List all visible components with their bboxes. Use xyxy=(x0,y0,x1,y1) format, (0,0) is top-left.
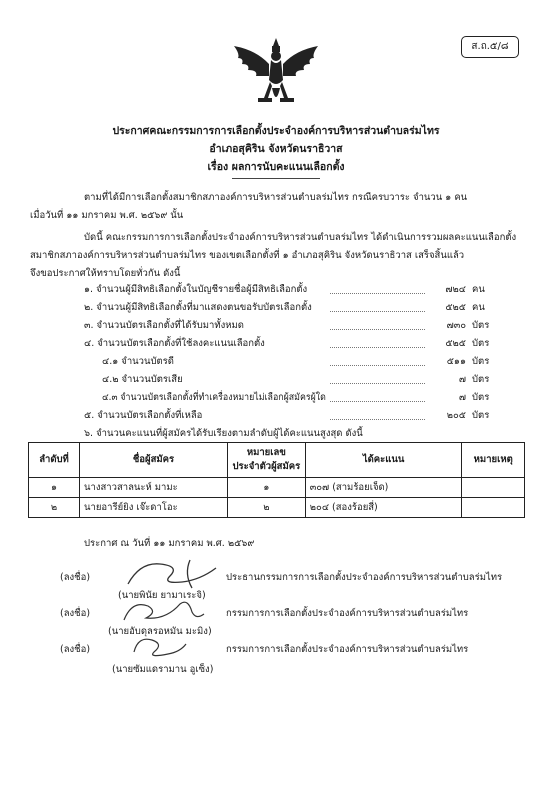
table-row xyxy=(29,478,525,498)
col-number-line-1: หมายเลข xyxy=(246,447,286,458)
signature-1-label: (ลงชื่อ) xyxy=(60,572,91,583)
item-8-value: ๒๐๕ xyxy=(446,410,466,421)
header-divider xyxy=(232,178,320,179)
cell-rank: ๒ xyxy=(29,498,80,518)
item-8-label: ๕. จำนวนบัตรเลือกตั้งที่เหลือ xyxy=(84,410,203,421)
item-5-leader xyxy=(330,365,425,366)
signature-3-name: (นายซัมแดรามาน อูเซ็ง) xyxy=(112,664,214,675)
item-4-label: ๔. จำนวนบัตรเลือกตั้งที่ใช้ลงคะแนนเลือกตั้ง xyxy=(84,338,265,349)
item-8-leader xyxy=(330,419,425,420)
item-6-label: ๖. จำนวนคะแนนที่ผู้สมัครได้รับเรียงตามลำดับผู้ได้คะแนนสูงสุด ดังนี้ xyxy=(84,428,363,439)
item-6-leader xyxy=(330,383,425,384)
item-7-leader xyxy=(330,401,425,402)
item-1-leader xyxy=(330,293,425,294)
item-4-value: ๕๒๕ xyxy=(445,338,466,349)
col-number-line-2: ประจำตัวผู้สมัคร xyxy=(232,461,301,472)
paragraph-1-line-2: เมื่อวันที่ ๑๑ มกราคม พ.ศ. ๒๕๖๙ นั้น xyxy=(30,210,184,221)
item-7-label: ๔.๓ จำนวนบัตรเลือกตั้งที่ทำเครื่องหมายไม่เลือกผู้สมัครผู้ใด xyxy=(102,392,326,403)
paragraph-2-line-3: จึงขอประกาศให้ทราบโดยทั่วกัน ดังนี้ xyxy=(30,268,181,279)
col-score: ได้คะแนน xyxy=(305,443,462,478)
cell-candidate-name: นายอารีย์ยิง เจ๊ะดาโอะ xyxy=(80,498,228,518)
header-subject: เรื่อง ผลการนับคะแนนเลือกตั้ง xyxy=(207,161,345,173)
item-1-label: ๑. จำนวนผู้มีสิทธิเลือกตั้งในบัญชีรายชื่อผู้มีสิทธิเลือกตั้ง xyxy=(84,284,308,295)
item-4-unit: บัตร xyxy=(472,338,490,349)
item-6-label: ๔.๒ จำนวนบัตรเสีย xyxy=(102,374,183,385)
signature-1-name: (นายพินัย ยามาเระจิ) xyxy=(118,590,206,601)
paragraph-2-line-2: สมาชิกสภาองค์การบริหารส่วนตำบลร่มไทร ของเขตเลือกตั้งที่ ๑ อำเภอสุคิริน จังหวัดนราธิวาส เสร็จสิ้นแล้ว xyxy=(30,250,465,261)
results-table xyxy=(28,442,525,518)
header-district: อำเภอสุคิริน จังหวัดนราธิวาส xyxy=(209,143,343,155)
item-3-label: ๓. จำนวนบัตรเลือกตั้งที่ได้รับมาทั้งหมด xyxy=(84,320,244,331)
item-3-unit: บัตร xyxy=(472,320,490,331)
paragraph-1-line-1: ตามที่ได้มีการเลือกตั้งสมาชิกสภาองค์การบริหารส่วนตำบลร่มไทร กรณีครบวาระ จำนวน ๑ คน xyxy=(84,192,468,203)
signature-2-label: (ลงชื่อ) xyxy=(60,608,91,619)
cell-score: ๓๐๗ (สามร้อยเจ็ด) xyxy=(305,478,462,498)
item-4-leader xyxy=(330,347,425,348)
item-2-leader xyxy=(330,311,425,312)
col-rank: ลำดับที่ xyxy=(29,443,80,478)
signature-3-mark-icon xyxy=(124,630,194,662)
announce-date: ประกาศ ณ วันที่ ๑๑ มกราคม พ.ศ. ๒๕๖๙ xyxy=(84,538,255,549)
item-2-unit: คน xyxy=(472,302,485,313)
signature-2-role: กรรมการการเลือกตั้งประจำองค์การบริหารส่วนตำบลร่มไทร xyxy=(226,608,469,619)
item-7-value: ๗ xyxy=(458,392,466,403)
garuda-emblem-icon xyxy=(228,36,324,112)
header-title: ประกาศคณะกรรมการการเลือกตั้งประจำองค์การบริหารส่วนตำบลร่มไทร xyxy=(112,125,440,137)
item-5-label: ๔.๑ จำนวนบัตรดี xyxy=(102,356,174,367)
item-6-value: ๗ xyxy=(458,374,466,385)
signature-3-role: กรรมการการเลือกตั้งประจำองค์การบริหารส่วนตำบลร่มไทร xyxy=(226,644,469,655)
item-1-unit: คน xyxy=(472,284,485,295)
item-8-unit: บัตร xyxy=(472,410,490,421)
table-row xyxy=(29,498,525,518)
cell-candidate-number: ๑ xyxy=(227,478,305,498)
item-2-value: ๕๒๕ xyxy=(445,302,466,313)
signature-3-label: (ลงชื่อ) xyxy=(60,644,91,655)
cell-score: ๒๐๔ (สองร้อยสี่) xyxy=(305,498,462,518)
paragraph-2-line-1: บัดนี้ คณะกรรมการการเลือกตั้งประจำองค์การบริหารส่วนตำบลร่มไทร ได้ดำเนินการรวมผลคะแนนเลือกตั้ง xyxy=(84,232,517,243)
item-3-value: ๗๓๐ xyxy=(446,320,466,331)
col-candidate-number xyxy=(227,443,305,478)
col-note: หมายเหตุ xyxy=(462,443,525,478)
cell-note xyxy=(462,498,525,518)
signature-1-mark-icon xyxy=(120,554,230,592)
signature-1-role: ประธานกรรมการการเลือกตั้งประจำองค์การบริหารส่วนตำบลร่มไทร xyxy=(226,572,503,583)
item-2-label: ๒. จำนวนผู้มีสิทธิเลือกตั้งที่มาแสดงตนขอรับบัตรเลือกตั้ง xyxy=(84,302,312,313)
form-code-box: ส.ถ.๕/๘ xyxy=(461,36,519,58)
item-7-unit: บัตร xyxy=(472,392,490,403)
cell-candidate-name: นางสาวสาลนะห์ มามะ xyxy=(80,478,228,498)
cell-candidate-number: ๒ xyxy=(227,498,305,518)
item-5-unit: บัตร xyxy=(472,356,490,367)
signature-2-mark-icon xyxy=(118,594,208,626)
item-3-leader xyxy=(330,329,425,330)
results-table-header xyxy=(29,443,525,478)
col-candidate-name: ชื่อผู้สมัคร xyxy=(80,443,228,478)
cell-rank: ๑ xyxy=(29,478,80,498)
item-6-unit: บัตร xyxy=(472,374,490,385)
cell-note xyxy=(462,478,525,498)
signature-2-name: (นายอับดุลรอหมัน มะมิง) xyxy=(108,626,212,637)
item-5-value: ๕๑๑ xyxy=(446,356,466,367)
item-1-value: ๗๒๔ xyxy=(445,284,466,295)
